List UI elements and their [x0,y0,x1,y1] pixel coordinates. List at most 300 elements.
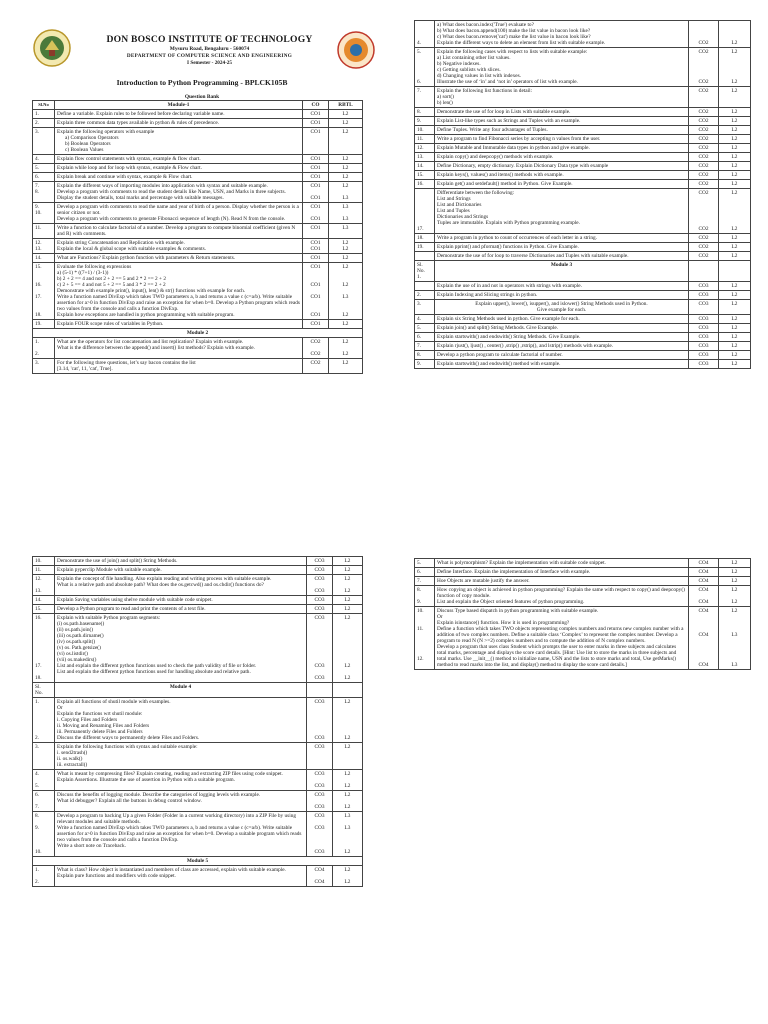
rbt-level: L2 L3 L3 [719,607,751,670]
table-row [33,239,363,254]
question-number: 10. [415,126,435,135]
table-row [33,812,363,857]
rbt-level: L2 [719,252,751,261]
module-2-rows-cont [415,21,751,261]
rbt-level: L2 [719,21,751,48]
table-row [415,108,751,117]
question-number: 19. [33,320,55,329]
course-outcome: CO1 CO1 [303,203,329,224]
table-row [415,234,751,243]
page-2 [384,0,768,512]
table-row [33,254,363,263]
course-outcome: CO3 [307,605,333,614]
rbt-level: L2 L2 [333,698,363,743]
table-row [33,614,363,683]
question-text-main: Explain the following operators with example [57,129,155,135]
question-text: Explain keys(), values() and items() methods with example. [435,171,689,180]
question-text: Explain Indexing and Slicing strings in python. [435,291,689,300]
question-text: Demonstrate the use of for loop to traverse Dictionaries and Tuples with suitable example. [435,252,689,261]
rbt-level: L2 L2 [333,575,363,596]
table-row [415,153,751,162]
question-number: 1. 2. [33,338,55,359]
course-outcome: CO3 [689,315,719,324]
module-5-rows-cont [415,559,751,670]
rbt-level: L2 [719,153,751,162]
rbt-level: L2 L2 [719,586,751,607]
table-header-row [33,101,363,110]
table-row [33,575,363,596]
course-outcome: CO1 [303,224,329,239]
rbt-level: L2 [719,559,751,568]
course-outcome: CO2 [689,252,719,261]
course-outcome: CO1 [303,173,329,182]
course-outcome: CO3 [689,342,719,351]
course-outcome: CO2 [689,126,719,135]
table-row [33,155,363,164]
table-row [415,243,751,252]
table-row [415,324,751,333]
rbt-level: L2 [719,300,751,315]
question-number: 15. [33,605,55,614]
question-text: Write a program in python to count of occurrences of each letter in a string. [435,234,689,243]
course-outcome: CO3 CO3 [307,791,333,812]
table-row [415,282,751,291]
question-number: 5. 6. [415,48,435,87]
rbt-level: L2 [333,743,363,770]
module-3-slno: Sl. No. 1. [415,261,435,282]
rbt-level: L2 [719,243,751,252]
rbt-level: L2 L2 L2 [333,614,363,683]
table-row [415,607,751,670]
semester-label: I Semester - 2024-25 [187,60,232,66]
table-row [33,119,363,128]
course-outcome: CO1 [303,320,329,329]
question-number: 6. 7. [33,791,55,812]
question-text: Define Tuples. Write any four advantages of Tuples. [435,126,689,135]
rbt-level: L2 [719,117,751,126]
rbt-level: L2 [719,342,751,351]
course-outcome: CO3 [689,351,719,360]
course-outcome: CO1 CO1 [303,182,329,203]
question-text: Explain startswith() and endswith() method with example. [435,360,689,369]
course-outcome: CO2 [689,180,719,189]
table-row [415,48,751,87]
rbt-level: L2 [329,254,363,263]
question-number: 12. 13. [33,575,55,596]
table-row [415,189,751,234]
question-text: Develop a python program to calculate factorial of number. [435,351,689,360]
question-number: 16. [415,180,435,189]
question-number: 15. 16. 17. 18. [33,263,55,320]
college-logo-icon [32,28,72,68]
question-text: Discuss the benefits of logging module. Describe the categories of logging levels with example. What id debugger? Explain all the buttons in debug control window. [55,791,307,812]
department-name: DEPARTMENT OF COMPUTER SCIENCE AND ENGINEERING [126,53,293,59]
question-text: Define a variable. Explain rules to be followed before declaring variable name. [55,110,303,119]
course-outcome: CO3 CO3 [307,698,333,743]
course-outcome: CO2 [689,243,719,252]
question-text: Explain six String Methods used in python. Give example for each. [435,315,689,324]
table-row [415,126,751,135]
page-3 [0,512,384,1024]
question-text: How copying an object is achieved in python programming? Explain the same with respect to copy() and deepcopy() function of copy module. List and explain the Object oriented features of python programming. [435,586,689,607]
module-4-slno: Sl. No. [33,683,55,698]
question-text: Hoe Objects are mutable justify the answer. [435,577,689,586]
question-number: 11. [33,224,55,239]
question-text: Develop a Python program to read and print the contents of a text file. [55,605,307,614]
question-number: 5. [415,324,435,333]
table-row [33,866,363,887]
rbt-level: L2 [719,87,751,108]
question-number: 1. [33,110,55,119]
question-number: 14. [33,596,55,605]
module-5-rows [33,866,363,887]
rbt-level: L2 [333,557,363,566]
rbt-level: L2 [333,596,363,605]
course-outcome: CO2 [689,162,719,171]
course-outcome: CO3 [689,333,719,342]
rbt-level: L2 L2 [333,791,363,812]
question-text: Explain join() and split() String Methods. Give Example. [435,324,689,333]
rbt-level: L2 [719,135,751,144]
module-5-heading [33,857,363,866]
question-text: Explain three common data types available in python & rules of precedence. [55,119,303,128]
question-number: 3. [415,300,435,315]
col-slno: Sl.No [33,101,55,110]
question-number: 7. [415,87,435,108]
rbt-level: L3 L3 L2 [333,812,363,857]
institute-name: DON BOSCO INSTITUTE OF TECHNOLOGY [106,34,313,45]
question-text: Explain flow control statements with syntax, example & flow chart. [55,155,303,164]
rbt-level: L2 [329,128,363,155]
table-row [33,164,363,173]
question-text [55,128,303,155]
question-table-module-2 [414,20,751,369]
course-outcome: CO3 CO3 CO3 [307,812,333,857]
question-number: 6. [415,333,435,342]
rbt-level: L2 L3 [329,182,363,203]
empty-cell [307,683,333,698]
question-text: Discuss Type based dispatch in python programming with suitable example. Or Explain isinstance() function. How it is used in programming? Define a function which takes TWO objects representing complex numbers and returns new complex number with a addition of two complex numbers. Define a suitable class ‘Complex’ to represent the complex number. Develop a program to read N (N >=2) complex numbers and to compute the addition of N complex numbers. Develop a program that uses class Student which prompts the user to enter marks in three subjects and calculates total marks, percentage and displays the score card details. [Hint: Use list to store the marks in three subjects and total marks. Use __init__() method to initialize name, USN and the lists to store marks and total, Use getMarks() method to read marks into the list, and display() method to display the score card details.] [435,607,689,670]
course-outcome: CO2 [689,171,719,180]
course-outcome: CO2 CO2 [689,189,719,234]
empty-cell [333,683,363,698]
course-outcome: CO2 [689,144,719,153]
table-row [33,128,363,155]
course-outcome: CO1 CO1 CO1 CO1 [303,263,329,320]
question-number: 7. [415,342,435,351]
course-outcome: CO2 [689,117,719,126]
question-number: 8. [415,351,435,360]
question-number: 4. [415,315,435,324]
table-row [33,203,363,224]
course-outcome: CO3 [307,566,333,575]
rbt-level: L2 [329,173,363,182]
question-text: Demonstrate the use of join() and split() String Methods. [55,557,307,566]
question-text: Explain while loop and for loop with syntax, example & Flow chart. [55,164,303,173]
course-outcome: CO3 CO3 [307,575,333,596]
table-row [33,566,363,575]
module-2-heading [33,329,363,338]
rbt-level: L2 [329,359,363,374]
course-outcome: CO3 CO3 CO3 [307,614,333,683]
table-row [33,173,363,182]
table-row [33,557,363,566]
question-number: 1. 2. [33,698,55,743]
question-number: 5. [415,559,435,568]
col-rbtl: RBTL [329,101,363,110]
table-row [33,359,363,374]
rbt-level: L2 [719,324,751,333]
module-3-rows-cont [33,557,363,683]
question-number: 12. 13. [33,239,55,254]
question-number: 3. [33,743,55,770]
rbt-level: L2 [329,110,363,119]
question-text: Develop a program to backing Up a given Folder (Folder in a current working directory) into a ZIP File by using relevant modules and suitable methods. Write a function named DivExp which takes TWO parameters a, b and returns a value c (c=a/b). Write suitable assertion for a>0 in function DivExp and raise an exception for when b=0. Develop a suitable program which reads two values from the console and calls a function DivExp. Write a short note on Traceback. [55,812,307,857]
question-number: 4. [415,21,435,48]
table-row [33,605,363,614]
question-text: Evaluate the following expressions a) (5-1) * ((7+1) / (3-1)) b) 2 + 2 == 4 and not 2 + 2 == 5 and 2 * 2 == 2 + 2 c) 2 + 5 == 4 and not 5 + 2 == 5 and 3 * 2 == 2 + 2 Demonstrate with example print(), input(), len() & str() functions with example for each. Write a function named DivExp which takes TWO parameters a, b and returns a value c (c=a/b). Write suitable assertion for a>0 in function DivExp and raise an exception for when b=0. Develop a Python program which reads two values from the console and calls a function DivExp. Explain how exceptions are handled in python programming with suitable program. [55,263,303,320]
question-text: What is polymorphism? Explain the implementation with suitable code snippet. [435,559,689,568]
table-row [415,252,751,261]
institute-address: Mysuru Road, Bengaluru - 560074 [169,46,250,52]
table-row [33,224,363,239]
course-outcome: CO4 [689,568,719,577]
question-number: 18. [415,234,435,243]
module-1-rows [33,110,363,329]
table-row [415,300,751,315]
table-row [415,577,751,586]
course-outcome: CO3 [689,324,719,333]
rbt-level: L2 L2 L3 L2 [329,263,363,320]
question-number: 9. [415,117,435,126]
question-text: Write a function to calculate factorial of a number. Develop a program to compute binomial coefficient (given N and R) with comments. [55,224,303,239]
question-text: Explain the concept of file handling. Also explain reading and writing process with suitable example. What is a relative path and absolute path? What does the os.getcwd() and os.chdir() functions do? [55,575,307,596]
course-outcome: CO1 [303,254,329,263]
table-row [33,182,363,203]
rbt-level: L2 [333,605,363,614]
module-3-heading [415,261,751,282]
rbt-level: L2 [719,333,751,342]
question-text: Explain List-like types such as Strings and Tuples with an example. [435,117,689,126]
table-row [415,333,751,342]
table-row [33,320,363,329]
question-text: Write a program to find Fibonacci series by accepting n values from the user. [435,135,689,144]
rbt-level: L2 [719,291,751,300]
question-number: 11. [33,566,55,575]
course-outcome: CO4 CO4 [689,586,719,607]
question-text: Define Dictionary, empty dictionary. Explain Dictionary Data type with example [435,162,689,171]
empty-cell [719,261,751,282]
table-row [415,360,751,369]
course-outcome: CO3 [689,291,719,300]
question-text: What is class? How object is instantiated and members of class are accessed, explain with suitable example. Explain pure functions and modifiers with code snippet. [55,866,307,887]
question-number: 16. 17. 18. [33,614,55,683]
module-2-title: Module 2 [33,329,363,338]
question-number: 14. [33,254,55,263]
question-text: Explain copy() and deepcopy() methods with example. [435,153,689,162]
rbt-level: L2 [719,126,751,135]
course-outcome: CO2 CO2 [303,338,329,359]
page-4 [384,512,768,1024]
rbt-level: L2 L2 [333,866,363,887]
table-row [33,791,363,812]
table-row [415,162,751,171]
rbt-level: L2 [719,108,751,117]
question-number: 3. [33,128,55,155]
question-text: Explain FOUR scope rules of variables in Python. [55,320,303,329]
question-text: Explain string Concatenation and Replication with example. Explain the local & global scope with suitable examples & comments. [55,239,303,254]
rbt-level: L2 [329,119,363,128]
rbt-level: L2 L2 [333,770,363,791]
question-number: 11. [415,135,435,144]
question-text: Explain startswith() and endswith() String Methods. Give Example. [435,333,689,342]
course-outcome: CO3 [307,557,333,566]
question-number [415,282,435,291]
question-text: Explain the use of in and not in operators with strings with example. [435,282,689,291]
course-outcome: CO1 [303,164,329,173]
table-row [33,338,363,359]
question-number: 10. [33,557,55,566]
question-number: 8. 9. 10. [33,812,55,857]
empty-cell [689,261,719,282]
rbt-level: L2 [329,164,363,173]
question-number: 4. 5. [33,770,55,791]
question-text: Explain Mutable and Immutable data types in python and give example. [435,144,689,153]
question-number: 8. [415,108,435,117]
rbt-level: L2 [719,180,751,189]
question-text: For the following three questions, let’s say bacon contains the list [3.14, 'cat', 11, 'cat', True]. [55,359,303,374]
question-sub-item: c) Boolean Values [65,147,104,153]
course-outcome: CO3 [307,596,333,605]
module-2-rows [33,338,363,374]
rbt-level: L2 [719,234,751,243]
question-number: 2. [33,119,55,128]
question-number: 9. [415,360,435,369]
col-module: Module-1 [55,101,303,110]
rbt-level: L2 L2 [329,239,363,254]
course-outcome: CO3 CO3 [307,770,333,791]
question-text: Explain all functions of shutil module with examples. Or Explain the functions wrt shutil module: i. Copying Files and Folders ii. Moving and Renaming Files and Folders iii. Permanently delete Files and Folders Discuss the different ways to permanently delete Files and Folders. [55,698,307,743]
question-number: 14. [415,162,435,171]
table-row [415,568,751,577]
course-outcome: CO1 [303,119,329,128]
table-row [33,770,363,791]
table-row [415,342,751,351]
table-row [33,698,363,743]
table-row [415,351,751,360]
module-4-rows [33,698,363,857]
question-table-module-1 [32,100,363,374]
course-outcome: CO1 [303,155,329,164]
question-number: 7. [415,577,435,586]
rbt-level: L2 [719,171,751,180]
course-outcome: CO2 [689,87,719,108]
page-1 [0,0,384,512]
question-text: Explain Saving variables using shelve module with suitable code snippet. [55,596,307,605]
question-text: Explain the different ways of importing modules into application with syntax and suitable example. Develop a program with comments to read the student details like Name, USN, and Marks in three subjects. Display the student details, total marks and percentage with suitable messages. [55,182,303,203]
rbt-level: L2 [719,315,751,324]
question-number: 19. [415,243,435,252]
question-text: Define Interface. Explain the implementation of Interface with example. [435,568,689,577]
question-table-module-3-4-5 [32,556,363,887]
rbt-level: L2 L2 [329,338,363,359]
rbt-level: L3 L3 [329,203,363,224]
question-text: What are the operators for list concatenation and list replication? Explain with example. What is the difference between the append() and insert() list methods? Explain with example. [55,338,303,359]
question-number: 6. [415,568,435,577]
course-outcome: CO1 [303,110,329,119]
question-number: 8. 9. [415,586,435,607]
accreditation-seal-icon [336,30,376,70]
course-outcome: CO4 CO4 [307,866,333,887]
question-number: 10. 11. 12. [415,607,435,670]
question-number: 7. 8. [33,182,55,203]
course-outcome: CO2 [689,135,719,144]
question-text: Explain the following cases with respect to lists with suitable example: a) List containing other list values. b) Negative indexes. c) Getting sublists with slices. d) Changing values in list with indexes. Illustrate the use of ‘in’ and ‘not in’ operators of list with example. [435,48,689,87]
table-row [33,596,363,605]
question-number: 15. [415,171,435,180]
course-title: Introduction to Python Programming - BPLCK105B [116,78,288,87]
question-text: Explain with suitable Python program segments: (i) os.path.basename() (ii) os.path.join() (iii) os.path.dirname() (iv) os.path.split() (v) os. Path.getsize() (vi) os.listdir() (vii) os.makedirs() List and explain the different python functions used to check the path validity of file or folder. List and explain the different python functions used for handling absolute and relative path. [55,614,307,683]
table-row [415,135,751,144]
module-3-title: Module 3 [435,261,689,282]
question-text: Explain break and continue with syntax, example & Flow chart. [55,173,303,182]
question-number: 3. [33,359,55,374]
question-text: Explain rjust(), ljust() , center() ,strip() ,rstrip(), and lstrip() methods with example. [435,342,689,351]
question-number: 17. [415,189,435,234]
table-row [415,87,751,108]
course-outcome: CO2 [689,108,719,117]
rbt-level: L2 [329,155,363,164]
course-outcome: CO2 [689,234,719,243]
rbt-level: L2 [719,162,751,171]
question-sub-item: b) Boolean Operators [65,141,111,147]
rbt-level: L2 L2 [719,189,751,234]
question-table-module-5 [414,558,751,670]
question-number: 2. [415,291,435,300]
course-outcome: CO2 [689,21,719,48]
table-row [33,743,363,770]
question-text: a) What does bacon.index('True') evaluate to? b) What does bacon.append(100) make the list value in bacon look like? c) What does bacon.remove('cat') make the list value in bacon look like? Explain the different ways to delete an element from list with suitable example. [435,21,689,48]
question-text: Explain pyperclip Module with suitable example. [55,566,307,575]
question-text: Differentiate between the following: List and Strings List and Dictionaries List and Tuples Dictionaries and Strings Tuples are immutable. Explain with Python programming example. [435,189,689,234]
question-text: Explain the following list functions in detail: a) sort() b) len() [435,87,689,108]
question-number: 5. [33,164,55,173]
table-row [415,586,751,607]
module-4-heading [33,683,363,698]
question-text: Explain the following functions with syntax and suitable example: i. send2trash() ii. os.walk() iii. extractall() [55,743,307,770]
course-outcome: CO4 [689,577,719,586]
question-number [415,252,435,261]
course-outcome: CO3 [307,743,333,770]
col-co: CO [303,101,329,110]
question-text: What are Functions? Explain python function with parameters & Return statements. [55,254,303,263]
course-outcome: CO2 CO2 [689,48,719,87]
table-row [415,117,751,126]
question-number: 13. [415,153,435,162]
question-bank-label: Question Bank [184,94,220,100]
course-outcome: CO1 CO1 [303,239,329,254]
question-sub-item: a) Comparison Operators [65,135,119,141]
question-text: Demonstrate the use of for loop in Lists with suitable example. [435,108,689,117]
rbt-level: L3 [329,224,363,239]
question-number: 9. 10. [33,203,55,224]
rbt-level: L2 [719,351,751,360]
table-row [415,315,751,324]
rbt-level: L2 [329,320,363,329]
question-text: Explain upper(), lower(), isupper(), and islower() String Methods used in Python. Give example for each. [435,300,689,315]
rbt-level: L2 [719,360,751,369]
table-row [415,180,751,189]
